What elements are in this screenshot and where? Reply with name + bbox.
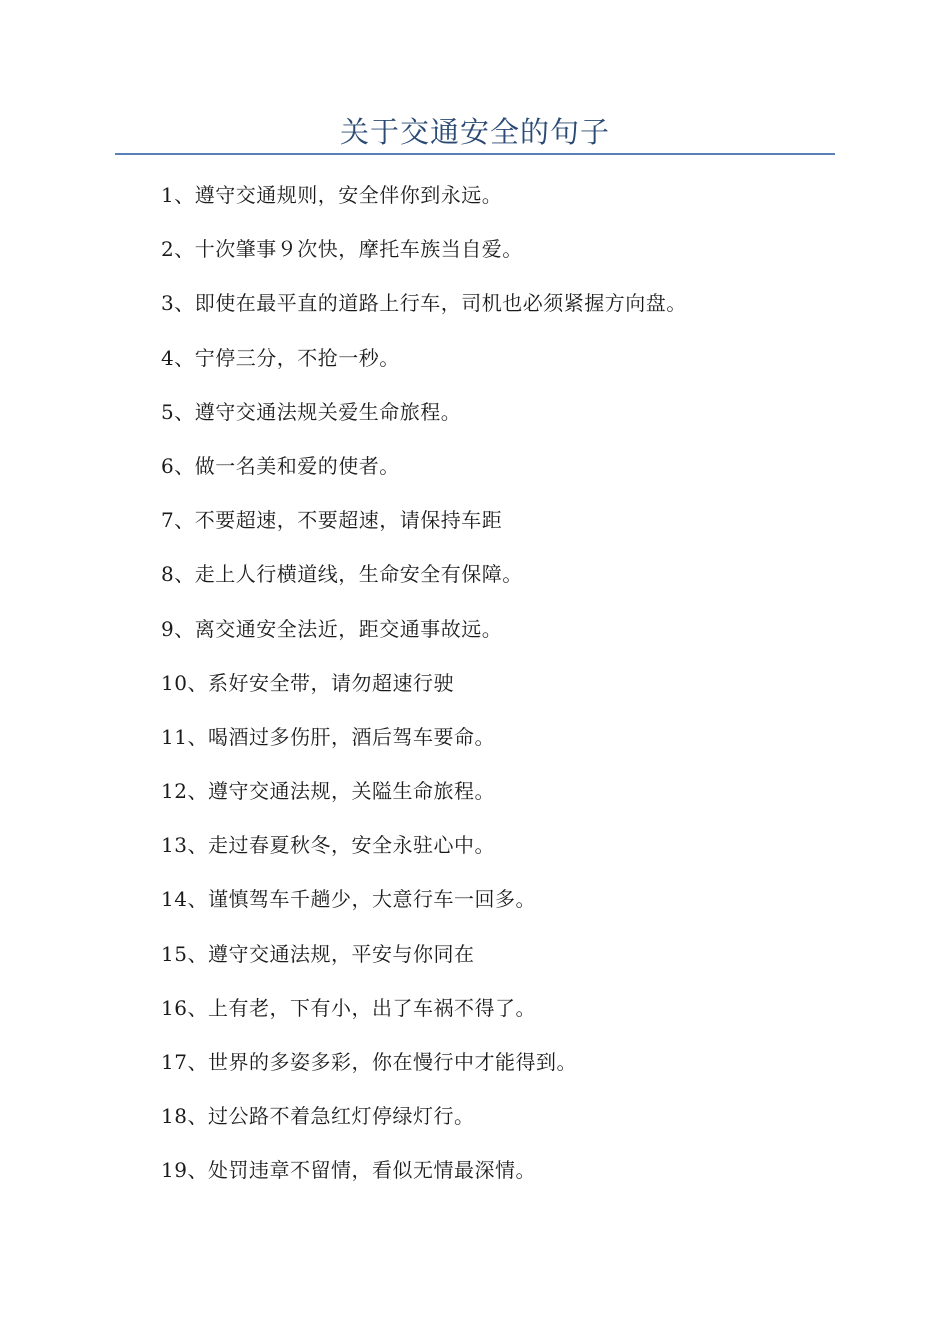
sentence-list <box>161 176 841 1206</box>
sentence-item: 8、走上人行横道线，生命安全有保障。 <box>161 562 523 587</box>
sentence-item: 17、世界的多姿多彩，你在慢行中才能得到。 <box>161 1050 577 1074</box>
sentence-item: 4、宁停三分，不抢一秒。 <box>161 345 400 370</box>
sentence-item: 14、谨慎驾车千趟少，大意行车一回多。 <box>161 887 536 912</box>
sentence-item: 10、系好安全带，请勿超速行驶 <box>161 670 454 695</box>
sentence-item: 11、喝酒过多伤肝，酒后驾车要命。 <box>161 724 495 749</box>
page-title: 关于交通安全的句子 <box>339 115 610 149</box>
sentence-item: 9、离交通安全法近，距交通事故远。 <box>161 616 503 641</box>
sentence-item: 7、不要超速，不要超速，请保持车距 <box>161 508 503 533</box>
sentence-item: 13、走过春夏秋冬，安全永驻心中。 <box>161 833 495 858</box>
sentence-item: 15、遵守交通法规，平安与你同在 <box>161 941 475 966</box>
sentence-item: 18、过公路不着急红灯停绿灯行。 <box>161 1104 475 1129</box>
sentence-item: 2、十次肇事９次快，摩托车族当自爱。 <box>161 237 523 262</box>
sentence-item: 19、处罚违章不留情，看似无情最深情。 <box>161 1158 536 1183</box>
sentence-item: 5、遵守交通法规关爱生命旅程。 <box>161 399 462 424</box>
sentence-item: 6、做一名美和爱的使者。 <box>161 453 400 478</box>
title-underline <box>115 153 835 155</box>
sentence-item: 12、遵守交通法规，关隘生命旅程。 <box>161 779 495 804</box>
sentence-item: 1、遵守交通规则，安全伴你到永远。 <box>161 183 503 207</box>
sentence-item: 16、上有老，下有小，出了车祸不得了。 <box>161 995 536 1020</box>
sentence-item: 3、即使在最平直的道路上行车，司机也必须紧握方向盘。 <box>161 291 687 316</box>
